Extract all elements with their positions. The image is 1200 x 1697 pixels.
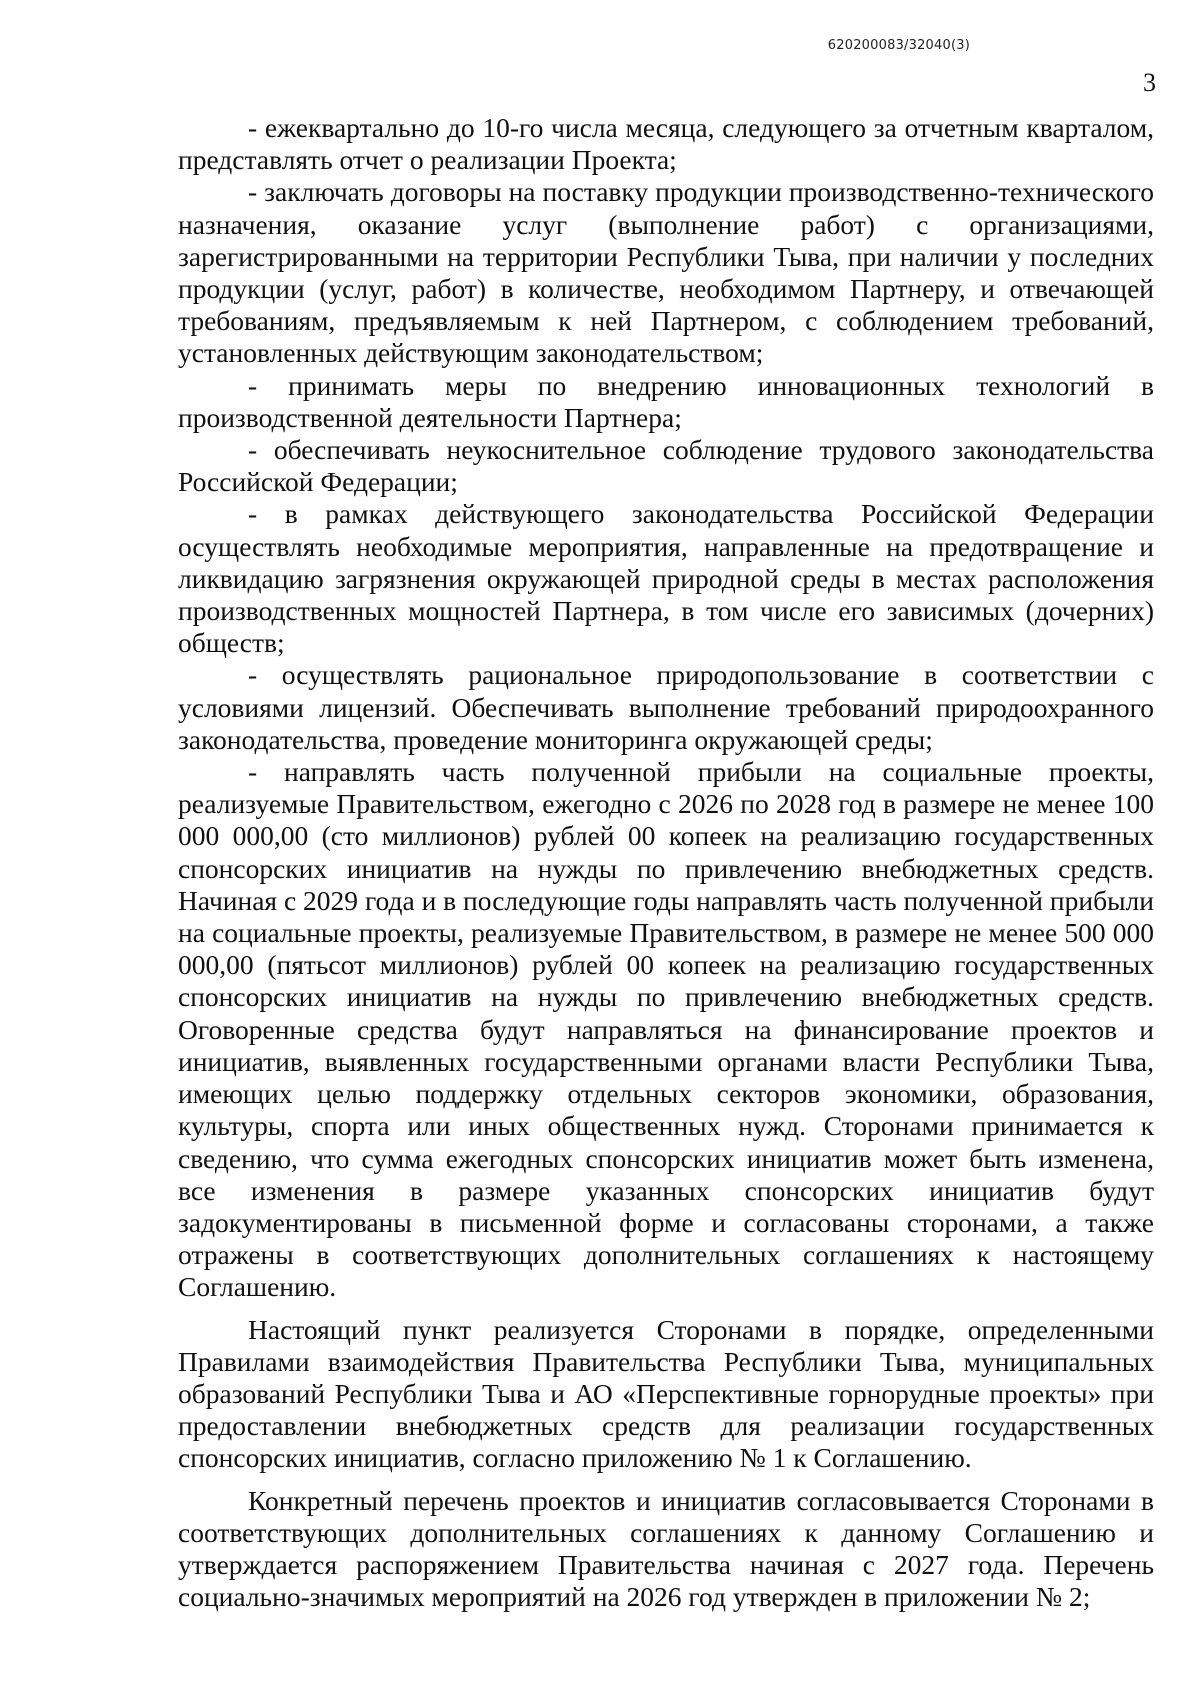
paragraph-labor-law: - обеспечивать неукоснительное соблюдение трудового законодательства Российской Федерации; (178, 434, 1154, 498)
paragraph-pollution-prevention: - в рамках действующего законодательства Российской Федерации осуществлять необходимые мероприятия, направленные на предотвращение и ликвидацию загрязнения окружающей природной среды в местах расположения производственных мощностей Партнера, в том числе его зависимых (дочерних) обществ; (178, 498, 1154, 659)
paragraph-supply-contracts: - заключать договоры на поставку продукции производственно-технического назначения, оказание услуг (выполнение работ) с организациями, зарегистрированными на территории Республики Тыва, при наличии у последних продукции (услуг, работ) в количестве, необходимом Партнеру, и отвечающей требованиям, предъявляемым к ней Партнером, с соблюдением требований, установленных действующим законодательством; (178, 176, 1154, 369)
paragraph-innovation: - принимать меры по внедрению инновационных технологий в производственной деятельности Партнера; (178, 369, 1154, 433)
paragraph-implementation-rules: Настоящий пункт реализуется Сторонами в порядке, определенными Правилами взаимодействия Правительства Республики Тыва, муниципальных образований Республики Тыва и АО «Перспективные горнорудные проекты» при предоставлении внебюджетных средств для реализации государственных спонсорских инициатив, согласно приложению № 1 к Соглашению. (178, 1313, 1154, 1474)
document-id: 620200083/32040(3) (827, 38, 970, 53)
paragraph-quarterly-report: - ежеквартально до 10-го числа месяца, следующего за отчетным кварталом, представлять отчет о реализации Проекта; (178, 112, 1154, 176)
page-number: 3 (1143, 68, 1156, 97)
paragraph-social-projects: - направлять часть полученной прибыли на социальные проекты, реализуемые Правительством, ежегодно с 2026 по 2028 год в размере не менее 100 000 000,00 (сто миллионов) рублей 00 копеек на реализацию государственных спонсорских инициатив на нужды по привлечению внебюджетных средств. Начиная с 2029 года и в последующие годы направлять часть полученной прибыли на социальные проекты, реализуемые Правительством, в размере не менее 500 000 000,00 (пятьсот миллионов) рублей 00 копеек на реализацию государственных спонсорских инициатив на нужды по привлечению внебюджетных средств. Оговоренные средства будут направляться на финансирование проектов и инициатив, выявленных государственными органами власти Республики Тыва, имеющих целью поддержку отдельных секторов экономики, образования, культуры, спорта или иных общественных нужд. Сторонами принимается к сведению, что сумма ежегодных спонсорских инициатив может быть изменена, все изменения в размере указанных спонсорских инициатив будут задокументированы в письменной форме и согласованы сторонами, а также отражены в соответствующих дополнительных соглашениях к настоящему Соглашению. (178, 756, 1154, 1303)
paragraph-nature-management: - осуществлять рациональное природопользование в соответствии с условиями лицензий. Обеспечивать выполнение требований природоохранного законодательства, проведение мониторинга окружающей среды; (178, 659, 1154, 755)
document-body (178, 112, 1154, 1613)
paragraph-project-list: Конкретный перечень проектов и инициатив согласовывается Сторонами в соответствующих дополнительных соглашениях к данному Соглашению и утверждается распоряжением Правительства начиная с 2027 года. Перечень социально-значимых мероприятий на 2026 год утвержден в приложении № 2; (178, 1484, 1154, 1613)
